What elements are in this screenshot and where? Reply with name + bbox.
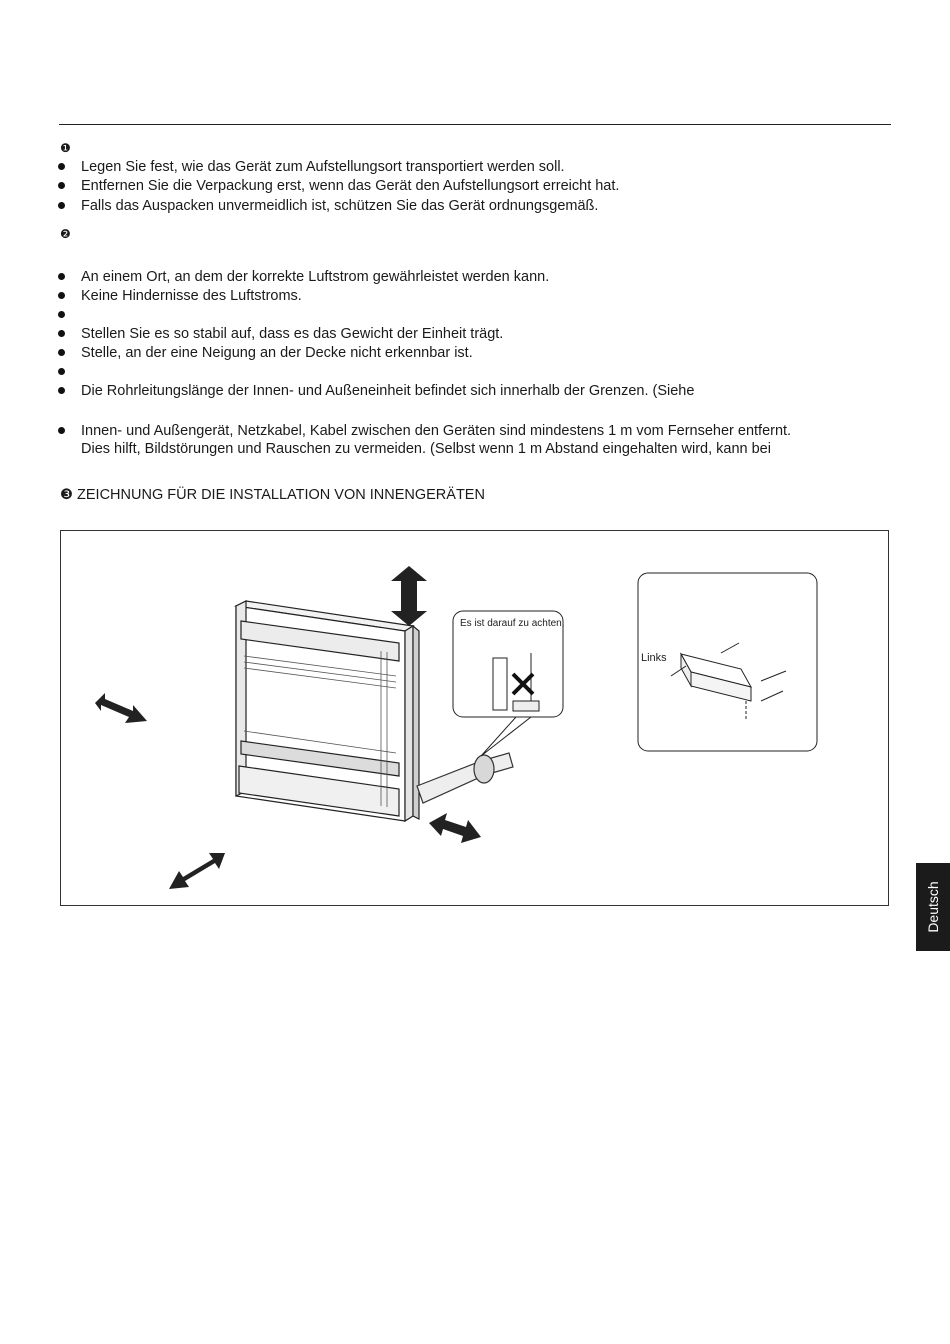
bullet-icon — [58, 427, 65, 434]
section-2-bullet-4: Stellen Sie es so stabil auf, dass es das Gewicht der Einheit trägt. — [81, 326, 504, 342]
bullet-icon — [58, 163, 65, 170]
callout-right-label: Links — [641, 652, 667, 664]
bullet-icon — [58, 330, 65, 337]
bullet-icon — [58, 292, 65, 299]
bullet-icon — [58, 311, 65, 318]
section-1-bullet-2: Entfernen Sie die Verpackung erst, wenn das Gerät den Aufstellungsort erreicht hat. — [81, 178, 620, 194]
installation-drawing — [60, 530, 889, 906]
section-1-bullet-3: Falls das Auspacken unvermeidlich ist, schützen Sie das Gerät ordnungsgemäß. — [81, 198, 599, 214]
section-2-bullet-7: Die Rohrleitungslänge der Innen- und Außeneinheit befindet sich innerhalb der Grenzen. (Siehe — [81, 383, 695, 399]
pipe-illustration — [417, 753, 513, 803]
bullet-icon — [58, 368, 65, 375]
bullet-icon — [58, 202, 65, 209]
callout-left — [453, 611, 563, 756]
indoor-unit-illustration — [236, 601, 419, 821]
section-2-marker: ❷ — [60, 227, 71, 241]
bullet-icon — [58, 349, 65, 356]
tv-note-line-1: Innen- und Außengerät, Netzkabel, Kabel zwischen den Geräten sind mindestens 1 m vom Fernseher entfernt. — [81, 423, 792, 439]
tv-note-line-2: Dies hilft, Bildstörungen und Rauschen zu vermeiden. (Selbst wenn 1 m Abstand eingehalten wird, kann bei — [81, 441, 771, 457]
language-tab-label: Deutsch — [925, 881, 941, 933]
bullet-icon — [58, 182, 65, 189]
header-rule — [59, 124, 891, 125]
section-2-bullet-2: Keine Hindernisse des Luftstroms. — [81, 288, 302, 304]
section-2-bullet-5: Stelle, an der eine Neigung an der Decke nicht erkennbar ist. — [81, 345, 473, 361]
bullet-icon — [58, 387, 65, 394]
language-tab — [916, 863, 950, 951]
callout-left-label: Es ist darauf zu achten, — [460, 618, 565, 629]
section-1-marker: ❶ — [60, 141, 71, 155]
section-3-heading: ❸ ZEICHNUNG FÜR DIE INSTALLATION VON INNENGERÄTEN — [60, 487, 485, 503]
section-2-bullet-1: An einem Ort, an dem der korrekte Luftstrom gewährleistet werden kann. — [81, 269, 550, 285]
bullet-icon — [58, 273, 65, 280]
section-1-bullet-1: Legen Sie fest, wie das Gerät zum Aufstellungsort transportiert werden soll. — [81, 159, 565, 175]
